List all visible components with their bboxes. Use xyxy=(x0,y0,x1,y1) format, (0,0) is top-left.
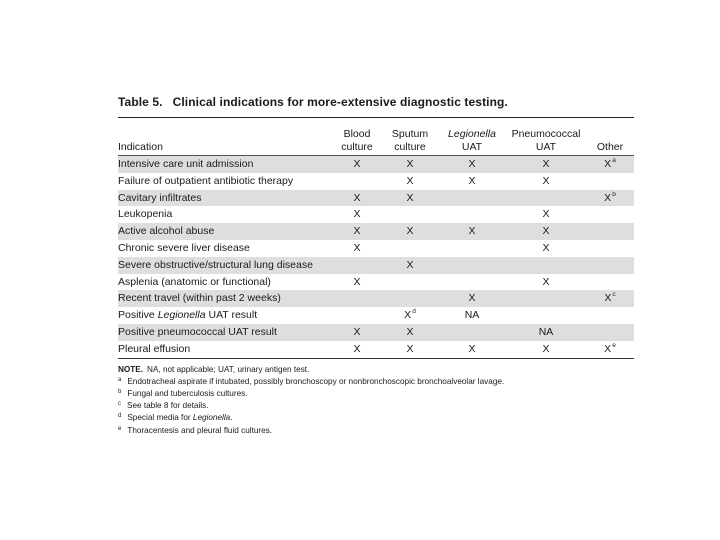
pneumococcal-uat-cell xyxy=(506,307,586,324)
indication-cell: Cavitary infiltrates xyxy=(118,190,332,207)
column-header-legionella-uat: Legionella UAT xyxy=(438,118,506,156)
pneumococcal-uat-cell: X xyxy=(506,223,586,240)
legionella-uat-cell: X xyxy=(438,156,506,173)
indication-cell: Asplenia (anatomic or functional) xyxy=(118,275,271,288)
pneumococcal-uat-cell: X xyxy=(542,241,550,254)
footnote-mark: c xyxy=(118,401,121,408)
legionella-uat-cell: X xyxy=(438,290,506,307)
table-row xyxy=(118,290,634,307)
other-cell xyxy=(586,206,634,223)
blood-culture-cell: X xyxy=(332,223,382,240)
blood-culture-cell xyxy=(332,173,382,190)
pneumococcal-uat-cell xyxy=(506,290,586,307)
sputum-culture-cell: X xyxy=(382,223,438,240)
blood-culture-cell xyxy=(332,290,382,307)
indication-cell: Intensive care unit admission xyxy=(118,156,332,173)
footnote-mark: a xyxy=(612,157,616,164)
other-cell xyxy=(586,173,634,190)
column-header-pneumococcal-uat: Pneumococcal UAT xyxy=(506,118,586,156)
footnote-text: Special media for xyxy=(127,413,193,423)
pneumococcal-uat-cell: X xyxy=(542,208,550,221)
footnote-text: Endotracheal aspirate if intubated, possibly bronchoscopy or nonbronchoscopic bronchoalveolar lavage. xyxy=(127,376,505,386)
footnote xyxy=(118,376,634,388)
footnote xyxy=(118,425,634,437)
blood-culture-cell: X xyxy=(332,156,382,173)
pneumococcal-uat-cell: X xyxy=(542,174,550,187)
indication-cell: Positive pneumococcal UAT result xyxy=(118,324,332,341)
table-row xyxy=(118,324,634,341)
sputum-culture-cell: X xyxy=(382,190,438,207)
table-row xyxy=(118,341,634,358)
table-row xyxy=(118,206,634,223)
blood-culture-cell: X xyxy=(353,275,361,288)
pneumococcal-uat-cell: X xyxy=(506,341,586,358)
indication-cell: Recent travel (within past 2 weeks) xyxy=(118,290,332,307)
legionella-uat-cell: X xyxy=(438,223,506,240)
table-caption: Clinical indications for more-extensive diagnostic testing. xyxy=(172,95,508,109)
column-header-other: Other xyxy=(586,118,634,156)
footnote-text: Thoracentesis and pleural fluid cultures. xyxy=(127,425,273,435)
pneumococcal-uat-cell: NA xyxy=(506,324,586,341)
indications-table xyxy=(118,118,634,359)
footnote-text: See table 8 for details. xyxy=(127,401,209,411)
sputum-culture-cell xyxy=(382,274,438,291)
other-cell xyxy=(586,240,634,257)
pneumococcal-uat-cell: X xyxy=(542,275,550,288)
footnote xyxy=(118,400,634,412)
pneumococcal-uat-cell xyxy=(506,257,586,274)
sputum-culture-cell: X xyxy=(406,174,414,187)
blood-culture-cell: X xyxy=(332,324,382,341)
footnote xyxy=(118,388,634,400)
other-cell xyxy=(586,274,634,291)
legionella-uat-cell xyxy=(438,190,506,207)
footnote: $^d$ Special media for Legionella. xyxy=(118,413,233,423)
indication-cell: Active alcohol abuse xyxy=(118,223,332,240)
indication-cell: Failure of outpatient antibiotic therapy xyxy=(118,174,294,187)
note-heading: NOTE. xyxy=(118,364,144,374)
other-cell xyxy=(586,324,634,341)
table-label: Table 5. xyxy=(118,95,163,109)
table-row xyxy=(118,173,634,190)
table-row xyxy=(118,240,634,257)
sputum-culture-cell xyxy=(382,240,438,257)
footnote-mark: d xyxy=(118,413,122,420)
legionella-uat-cell xyxy=(438,274,506,291)
indication-cell: Severe obstructive/structural lung disease xyxy=(118,257,332,274)
column-header-sputum-culture: Sputum culture xyxy=(382,118,438,156)
table-row xyxy=(118,190,634,207)
footnote-mark: c xyxy=(612,291,616,299)
sputum-culture-cell xyxy=(382,206,438,223)
legionella-uat-cell xyxy=(438,206,506,223)
sputum-culture-cell: X xyxy=(382,341,438,358)
footnote-mark: e xyxy=(118,425,122,432)
sputum-culture-cell: X xyxy=(382,324,438,341)
other-cell: Xe xyxy=(586,341,634,358)
pneumococcal-uat-cell xyxy=(506,190,586,207)
clinical-indications-table-document xyxy=(118,92,634,437)
footnote-mark: a xyxy=(118,376,122,383)
note-text: NA, not applicable; UAT, urinary antigen test. xyxy=(147,364,310,374)
other-cell xyxy=(586,257,634,274)
pneumococcal-uat-cell: X xyxy=(506,156,586,173)
table-title xyxy=(118,92,634,112)
table-header-row xyxy=(118,118,634,156)
footnote-mark: b xyxy=(118,388,122,395)
indication-cell: Leukopenia xyxy=(118,208,173,221)
other-cell xyxy=(586,307,634,324)
legionella-uat-cell: X xyxy=(438,341,506,358)
footnote-mark: b xyxy=(612,190,616,198)
table-row xyxy=(118,156,634,173)
indication-cell: Positive Legionella UAT result xyxy=(118,309,258,322)
other-cell xyxy=(586,223,634,240)
sputum-culture-cell xyxy=(382,290,438,307)
footnote-mark: d xyxy=(412,308,416,316)
sputum-culture-cell: X xyxy=(382,156,438,173)
indication-cell: Pleural effusion xyxy=(118,341,332,358)
legionella-uat-cell xyxy=(438,240,506,257)
other-cell: $X^a$ xyxy=(586,156,634,173)
legionella-uat-cell: X xyxy=(468,174,476,187)
table-row xyxy=(118,257,634,274)
note-line xyxy=(118,364,634,376)
table-notes xyxy=(118,364,634,437)
table-row xyxy=(118,274,634,291)
table-row xyxy=(118,223,634,240)
blood-culture-cell: X xyxy=(353,241,361,254)
footnote-text: Fungal and tuberculosis cultures. xyxy=(127,388,248,398)
sputum-culture-cell: X xyxy=(382,257,438,274)
other-cell: $X^c$ xyxy=(586,290,634,307)
legionella-uat-cell xyxy=(438,257,506,274)
column-header-indication: Indication xyxy=(118,118,332,156)
blood-culture-cell: X xyxy=(332,341,382,358)
table-row xyxy=(118,307,634,324)
other-cell: $X^b$ xyxy=(586,190,634,207)
footnote-mark: e xyxy=(612,341,616,349)
blood-culture-cell: X xyxy=(353,208,361,221)
blood-culture-cell: X xyxy=(332,190,382,207)
indication-cell: Chronic severe liver disease xyxy=(118,241,250,254)
blood-culture-cell xyxy=(332,307,382,324)
blood-culture-cell xyxy=(332,257,382,274)
column-header-blood-culture: Blood culture xyxy=(332,118,382,156)
legionella-uat-cell: NA xyxy=(464,309,480,322)
sputum-culture-cell: $X^d$ xyxy=(404,308,416,322)
legionella-uat-cell xyxy=(438,324,506,341)
